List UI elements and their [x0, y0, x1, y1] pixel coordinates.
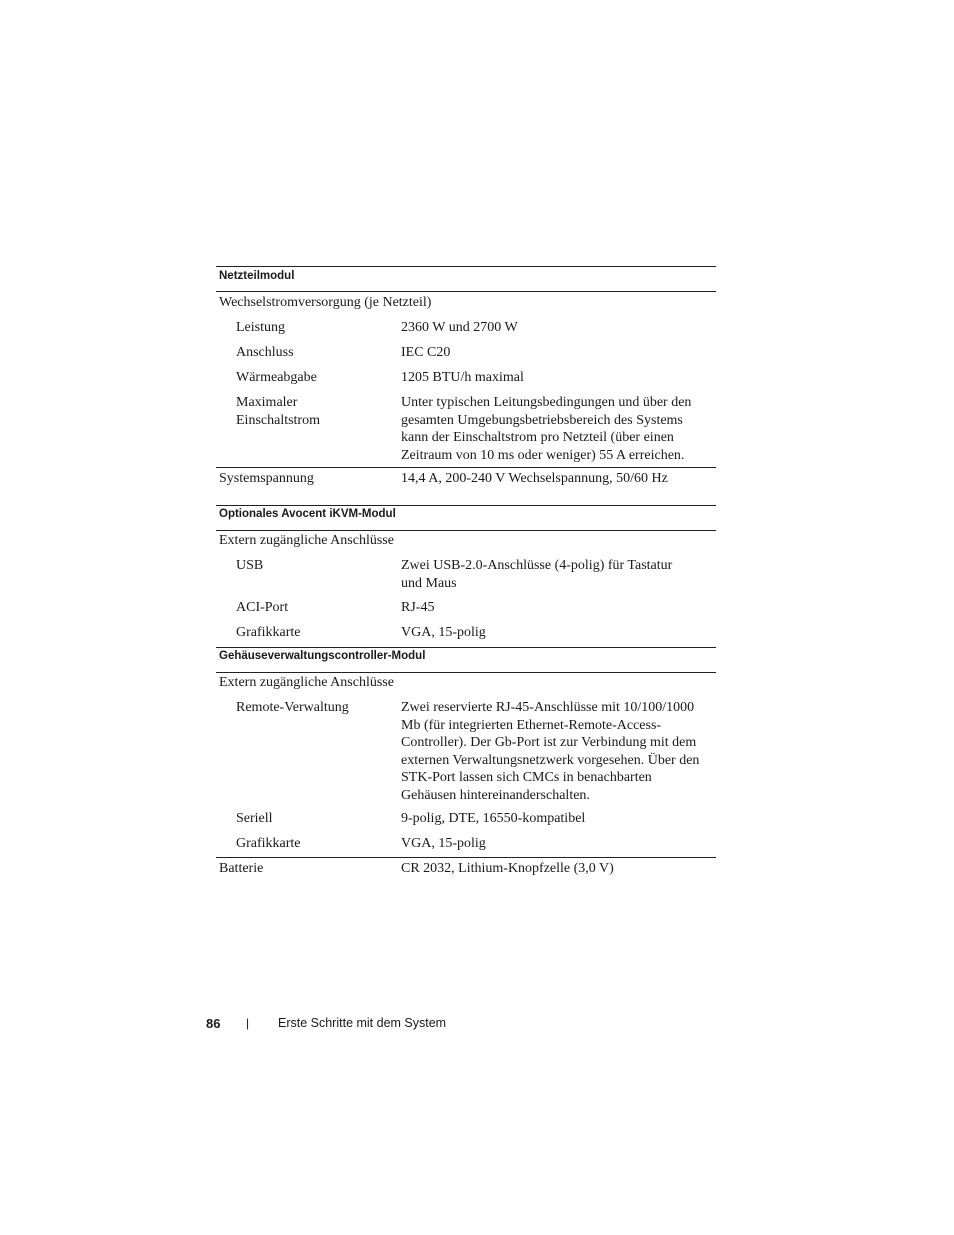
row-value-systemspannung: 14,4 A, 200-240 V Wechselspannung, 50/60 Hz [401, 471, 668, 486]
rule-top-ikvm [216, 505, 716, 506]
rule-under-header-ikvm [216, 530, 716, 531]
row-value-seriell: 9-polig, DTE, 16550-kompatibel [401, 811, 586, 826]
rule-top-netzteil [216, 266, 716, 267]
rule-before-batterie [216, 857, 716, 858]
footer-chapter-title: Erste Schritte mit dem System [278, 1016, 447, 1030]
row-label-extern-cmc: Extern zugängliche Anschlüsse [219, 675, 394, 690]
section-header-netzteil: Netzteilmodul [219, 270, 295, 282]
row-value-remote-verwaltung: Zwei reservierte RJ-45-Anschlüsse mit 10/100/1000 Mb (für integrierten Ethernet-Remote-Access-Controller). Der Gb-Port ist zur Verbindung mit dem externen Verwaltungsnetzwerk vorgesehen. Über den STK-Port lassen sich CMCs in benachbarten Gehäusen hintereinanderschalten. [401, 700, 700, 803]
row-label-systemspannung: Systemspannung [219, 471, 314, 486]
row-label-anschluss: Anschluss [236, 345, 294, 360]
row-label-grafikkarte-ikvm: Grafikkarte [236, 625, 301, 640]
row-value-leistung: 2360 W und 2700 W [401, 320, 518, 335]
row-label-usb: USB [236, 558, 264, 573]
row-value-einschaltstrom: Unter typischen Leitungsbedingungen und über den gesamten Umgebungsbetriebsbereich des Systems kann der Einschaltstrom pro Netzteil (über einen Zeitraum von 10 ms oder weniger) 55 A erreichen. [401, 395, 692, 463]
row-label-aci-port: ACI-Port [236, 600, 289, 615]
row-value-grafikkarte-ikvm: VGA, 15-polig [401, 625, 486, 640]
row-label-batterie: Batterie [219, 861, 264, 876]
row-value-waermeabgabe: 1205 BTU/h maximal [401, 370, 524, 385]
section-header-cmc: Gehäuseverwaltungscontroller-Modul [219, 650, 426, 662]
row-label-einschaltstrom: Maximaler Einschaltstrom [236, 395, 320, 428]
row-label-seriell: Seriell [236, 811, 273, 826]
row-value-usb: Zwei USB-2.0-Anschlüsse (4-polig) für Tastatur und Maus [401, 558, 673, 591]
row-label-remote-verwaltung: Remote-Verwaltung [236, 700, 349, 715]
rule-top-cmc [216, 647, 716, 648]
section-header-ikvm: Optionales Avocent iKVM-Modul [219, 508, 396, 520]
row-value-aci-port: RJ-45 [401, 600, 435, 615]
row-value-grafikkarte-cmc: VGA, 15-polig [401, 836, 486, 851]
rule-under-header-netzteil [216, 291, 716, 292]
rule-under-header-cmc [216, 672, 716, 673]
row-value-anschluss: IEC C20 [401, 345, 451, 360]
row-value-batterie: CR 2032, Lithium-Knopfzelle (3,0 V) [401, 861, 614, 876]
footer-separator: | [246, 1016, 250, 1030]
row-label-extern-ikvm: Extern zugängliche Anschlüsse [219, 533, 394, 548]
row-label-waermeabgabe: Wärmeabgabe [236, 370, 317, 385]
row-label-leistung: Leistung [236, 320, 285, 335]
page-number: 86 [206, 1016, 221, 1031]
row-label-grafikkarte-cmc: Grafikkarte [236, 836, 301, 851]
row-label-wechselstrom: Wechselstromversorgung (je Netzteil) [219, 295, 432, 310]
rule-before-systemspannung [216, 467, 716, 468]
